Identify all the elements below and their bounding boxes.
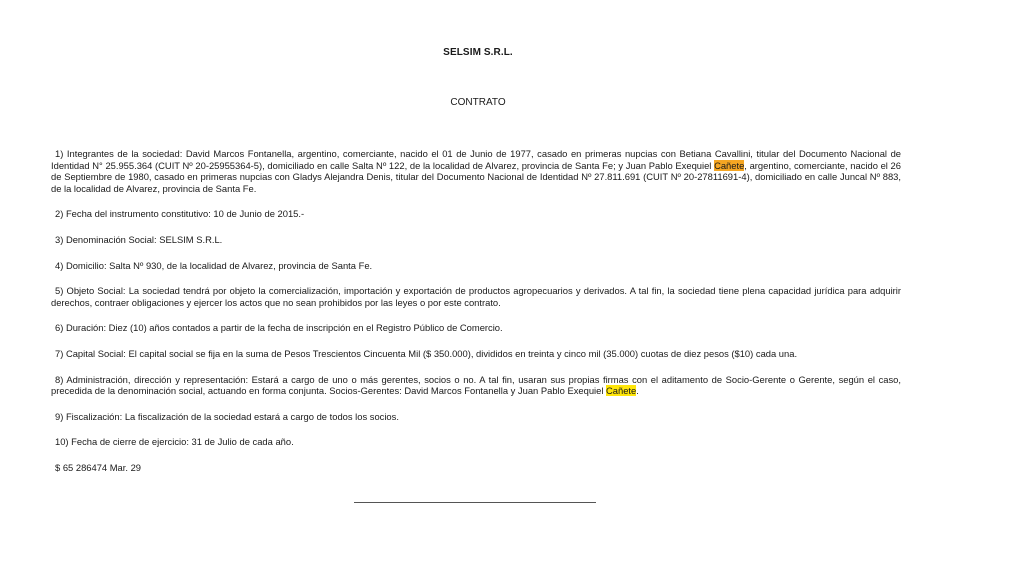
paragraph-text: 8) Administración, dirección y representación: Estará a cargo de uno o más gerentes, socios o no. A tal fin, usaran sus propias firmas con el aditamento de Socio-Gerente o Gerente, según el caso, precedida de la denominación social, actuando en forma conjunta. Socios-Gerentes: David Marcos Fontanella y Juan Pablo Exequiel bbox=[51, 373, 901, 397]
document-subtitle: CONTRATO bbox=[450, 97, 506, 108]
document-title: SELSIM S.R.L. bbox=[443, 47, 513, 58]
paragraph-duracion: 6) Duración: Diez (10) años contados a partir de la fecha de inscripción en el Registro Público de Comercio. bbox=[55, 322, 503, 334]
separator-line bbox=[354, 502, 596, 503]
paragraph-domicilio: 4) Domicilio: Salta Nº 930, de la localidad de Alvarez, provincia de Santa Fe. bbox=[55, 259, 373, 271]
paragraph-text: 1) Integrantes de la sociedad: David Marcos Fontanella, argentino, comerciante, nacido el 01 de Junio de 1977, casado en primeras nupcias con Betiana Cavallini, titular del Documento Nacional de Identidad N° 25.955.364 (CUIT Nº 20-25955364-5), domiciliado en calle Salta Nº 122, de la localidad de Alvarez, provincia de Santa Fe; y Juan Pablo Exequiel bbox=[51, 148, 901, 171]
document-body bbox=[51, 148, 901, 488]
search-highlight-active: Cañete bbox=[714, 159, 745, 171]
paragraph-integrantes bbox=[51, 148, 901, 194]
search-highlight: Cañete bbox=[606, 385, 637, 397]
paragraph-fecha-instrumento: 2) Fecha del instrumento constitutivo: 10 de Junio de 2015.- bbox=[55, 208, 305, 220]
paragraph-objeto-social: 5) Objeto Social: La sociedad tendrá por objeto la comercialización, importación y exportación de productos agropecuarios y derivados. A tal fin, la sociedad tiene plena capacidad jurídica para adquirir derechos, contraer obligaciones y ejercer los actos que no sean prohibidos por las leyes o por este contrato. bbox=[51, 285, 901, 308]
paragraph-text: , argentino, comerciante, nacido el 26 de Septiembre de 1980, casado en primeras nupcias con Gladys Alejandra Denis, titular del Documento Nacional de Identidad Nº 27.811.691 (CUIT Nº 20-27811691-4), domiciliado en calle Juncal Nº 883, de la localidad de Alvarez, provincia de Santa Fe. bbox=[51, 159, 901, 194]
paragraph-administracion bbox=[51, 374, 901, 397]
paragraph-capital-social: 7) Capital Social: El capital social se fija en la suma de Pesos Trescientos Cincuenta Mil ($ 350.000), divididos en treinta y cinco mil (35.000) cuotas de diez pesos ($10) cada una. bbox=[55, 347, 798, 359]
paragraph-denominacion: 3) Denominación Social: SELSIM S.R.L. bbox=[55, 233, 223, 245]
paragraph-fiscalizacion: 9) Fiscalización: La fiscalización de la sociedad estará a cargo de todos los socios. bbox=[55, 410, 399, 422]
paragraph-cierre-ejercicio: 10) Fecha de cierre de ejercicio: 31 de Julio de cada año. bbox=[55, 436, 294, 448]
paragraph-text: . bbox=[636, 385, 639, 397]
publication-reference: $ 65 286474 Mar. 29 bbox=[55, 461, 142, 473]
